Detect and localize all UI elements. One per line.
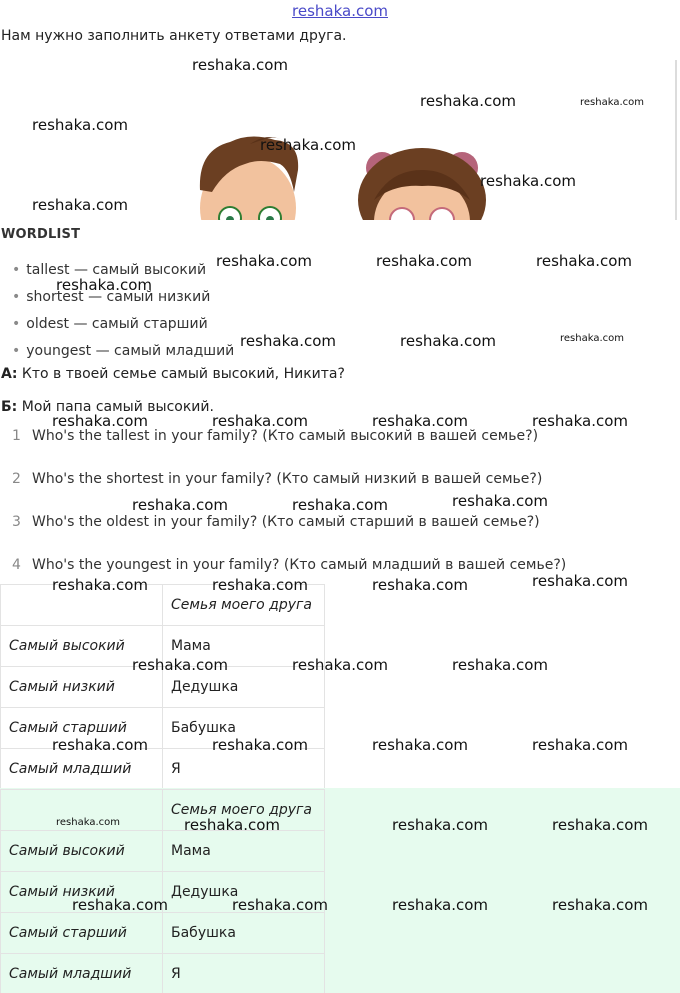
row-value: Я — [163, 954, 325, 993]
dialog-line-a — [1, 366, 345, 382]
wordlist-item-text: youngest — самый младший — [26, 343, 235, 359]
speaker-a-label: А: — [1, 366, 18, 382]
wordlist-item-text: tallest — самый высокий — [26, 262, 207, 278]
question-text: Who's the shortest in your family? (Кто самый низкий в вашей семье?) — [32, 471, 543, 487]
speaker-b-label: Б: — [1, 399, 18, 415]
watermark: reshaka.com — [72, 896, 168, 914]
wordlist-item — [12, 262, 234, 289]
scroll-indicator — [675, 60, 677, 220]
question-text: Who's the youngest in your family? (Кто самый младший в вашей семье?) — [32, 557, 567, 573]
watermark: reshaka.com — [52, 412, 148, 430]
table-row — [1, 708, 325, 749]
watermark: reshaka.com — [536, 252, 632, 270]
table-row — [1, 913, 325, 954]
bullet-icon: • — [12, 289, 21, 305]
answer-table — [0, 789, 325, 993]
row-label: Самый младший — [1, 749, 163, 790]
watermark: reshaka.com — [32, 116, 128, 134]
watermark: reshaka.com — [52, 576, 148, 594]
row-value: Дедушка — [163, 667, 325, 708]
table-row — [1, 667, 325, 708]
wordlist-title: WORDLIST — [1, 227, 81, 242]
question-number: 1 — [12, 428, 21, 444]
dialog-line-b — [1, 399, 214, 415]
wordlist — [12, 262, 234, 370]
row-label: Самый высокий — [1, 626, 163, 667]
watermark: reshaka.com — [580, 97, 644, 108]
watermark: reshaka.com — [212, 576, 308, 594]
watermark: reshaka.com — [232, 896, 328, 914]
question-number: 4 — [12, 557, 21, 573]
table-row — [1, 831, 325, 872]
row-label: Самый старший — [1, 708, 163, 749]
table-header-row — [1, 790, 325, 831]
table-header-cell: Семья моего друга — [163, 790, 325, 831]
watermark: reshaka.com — [132, 496, 228, 514]
watermark: reshaka.com — [212, 736, 308, 754]
watermark: reshaka.com — [52, 736, 148, 754]
watermark: reshaka.com — [260, 136, 356, 154]
watermark: reshaka.com — [532, 412, 628, 430]
row-value: Дедушка — [163, 872, 325, 913]
watermark: reshaka.com — [372, 736, 468, 754]
table-header-row — [1, 585, 325, 626]
watermark: reshaka.com — [552, 816, 648, 834]
watermark: reshaka.com — [452, 492, 548, 510]
speaker-a-text: Кто в твоей семье самый высокий, Никита? — [21, 366, 345, 382]
table-row — [1, 954, 325, 993]
row-value: Бабушка — [163, 708, 325, 749]
questions-list — [12, 428, 566, 600]
girl-figure — [358, 148, 486, 220]
watermark: reshaka.com — [56, 817, 120, 828]
site-header-link[interactable]: reshaka.com — [292, 2, 388, 20]
table-corner-cell — [1, 585, 163, 626]
watermark: reshaka.com — [392, 816, 488, 834]
row-label: Самый старший — [1, 913, 163, 954]
bullet-icon: • — [12, 262, 21, 278]
kids-illustration — [190, 130, 500, 220]
intro-text: Нам нужно заполнить анкету ответами друга. — [1, 28, 347, 44]
watermark: reshaka.com — [192, 56, 288, 74]
row-label: Самый высокий — [1, 831, 163, 872]
watermark: reshaka.com — [184, 816, 280, 834]
question-text: Who's the tallest in your family? (Кто самый высокий в вашей семье?) — [32, 428, 539, 444]
table-corner-cell — [1, 790, 163, 831]
boy-figure — [200, 136, 298, 220]
wordlist-item-text: oldest — самый старший — [26, 316, 208, 332]
question-item — [12, 514, 566, 557]
family-table — [0, 584, 325, 790]
kids-illustration-svg — [190, 130, 500, 220]
watermark: reshaka.com — [376, 252, 472, 270]
watermark: reshaka.com — [56, 276, 152, 294]
watermark: reshaka.com — [400, 332, 496, 350]
watermark: reshaka.com — [292, 496, 388, 514]
watermark: reshaka.com — [560, 333, 624, 344]
wordlist-item — [12, 289, 234, 316]
question-item — [12, 471, 566, 514]
row-value: Мама — [163, 626, 325, 667]
question-number: 3 — [12, 514, 21, 530]
table-row — [1, 626, 325, 667]
row-label: Самый низкий — [1, 872, 163, 913]
bullet-icon: • — [12, 343, 21, 359]
table-header-cell: Семья моего друга — [163, 585, 325, 626]
watermark: reshaka.com — [420, 92, 516, 110]
row-label: Самый младший — [1, 954, 163, 993]
row-value: Бабушка — [163, 913, 325, 954]
watermark: reshaka.com — [32, 196, 128, 214]
row-value: Мама — [163, 831, 325, 872]
table-row — [1, 872, 325, 913]
watermark: reshaka.com — [212, 412, 308, 430]
watermark: reshaka.com — [480, 172, 576, 190]
question-text: Who's the oldest in your family? (Кто самый старший в вашей семье?) — [32, 514, 540, 530]
watermark: reshaka.com — [452, 656, 548, 674]
watermark: reshaka.com — [372, 412, 468, 430]
watermark: reshaka.com — [392, 896, 488, 914]
wordlist-item-text: shortest — самый низкий — [26, 289, 211, 305]
question-item — [12, 428, 566, 471]
watermark: reshaka.com — [240, 332, 336, 350]
row-label: Самый низкий — [1, 667, 163, 708]
watermark: reshaka.com — [216, 252, 312, 270]
bullet-icon: • — [12, 316, 21, 332]
table-row — [1, 749, 325, 790]
watermark: reshaka.com — [372, 576, 468, 594]
watermark: reshaka.com — [532, 572, 628, 590]
question-number: 2 — [12, 471, 21, 487]
watermark: reshaka.com — [552, 896, 648, 914]
watermark: reshaka.com — [132, 656, 228, 674]
watermark: reshaka.com — [532, 736, 628, 754]
speaker-b-text: Мой папа самый высокий. — [21, 399, 214, 415]
row-value: Я — [163, 749, 325, 790]
watermark: reshaka.com — [292, 656, 388, 674]
wordlist-item — [12, 316, 234, 343]
